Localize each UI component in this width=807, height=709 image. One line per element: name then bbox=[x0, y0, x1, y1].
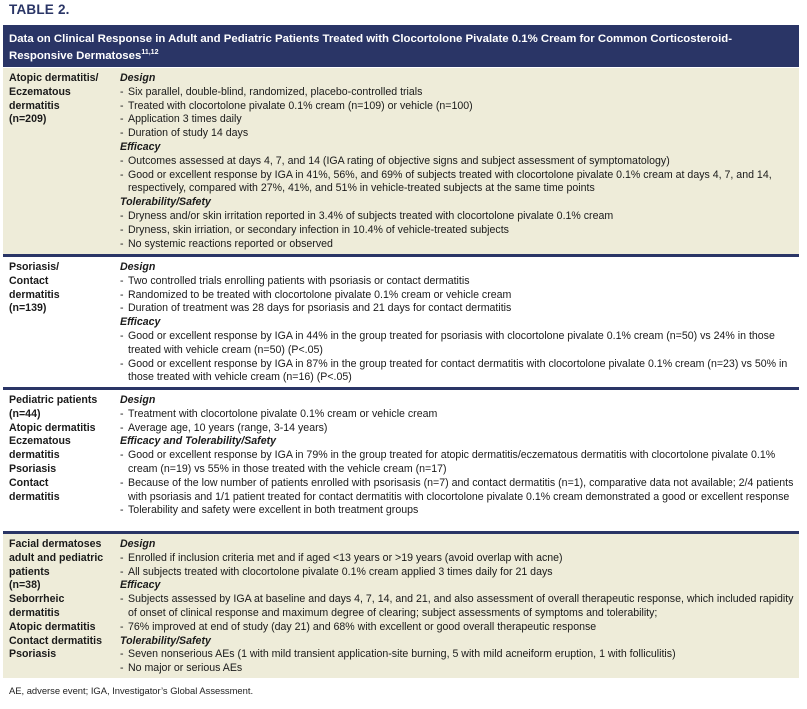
row-label-line: Eczematous bbox=[9, 85, 71, 98]
table-row-atopic bbox=[3, 68, 799, 257]
detail-item: - No systemic reactions reported or observed bbox=[120, 238, 794, 252]
detail-item: - Average age, 10 years (range, 3-14 years) bbox=[120, 422, 794, 436]
row-details bbox=[120, 261, 794, 385]
table-row-facial bbox=[3, 534, 799, 678]
row-label-line: Atopic dermatitis/ bbox=[9, 72, 99, 84]
data-table bbox=[3, 68, 799, 678]
row-label-line: Psoriasis bbox=[9, 648, 57, 661]
detail-item: - Good or excellent response by IGA in 41%, 56%, and 69% of subjects treated with clocortolone pivalate 0.1% cream at days 4, 7, and 14, respectively, compared with 27%, 41%, and 51% in vehicle-treated subjects at the same time points bbox=[120, 169, 794, 197]
detail-item: - Good or excellent response by IGA in 79% in the group treated for atopic dermatitis/eczematous dermatitis with clocortolone pivalate 0.1% cream (n=19) vs 55% in those treated with the vehicle cream (n=17) bbox=[120, 449, 794, 477]
row-details bbox=[120, 394, 794, 518]
row-label-line: Eczematous bbox=[9, 435, 71, 448]
row-label-line: (n=139) bbox=[9, 302, 47, 315]
detail-item: - Subjects assessed by IGA at baseline and days 4, 7, 14, and 21, and also assessment of overall therapeutic response, which included rapidity of onset of clinical response and maximum degree of clearing; subject assessments of symptoms and tolerability; bbox=[120, 593, 794, 621]
table-row-psoriasis bbox=[3, 257, 799, 390]
row-label-line: dermatitis bbox=[9, 288, 60, 301]
section-heading: Design bbox=[120, 261, 156, 273]
row-label-line: adult and pediatric bbox=[9, 551, 104, 564]
detail-item: - 76% improved at end of study (day 21) and 68% with excellent or good overall therapeutic response bbox=[120, 621, 794, 635]
detail-item: - Enrolled if inclusion criteria met and if aged <13 years or >19 years (avoid overlap with acne) bbox=[120, 552, 794, 566]
row-label bbox=[9, 261, 117, 316]
section-heading: Design bbox=[120, 394, 156, 406]
detail-item: - All subjects treated with clocortolone pivalate 0.1% cream applied 3 times daily for 21 days bbox=[120, 566, 794, 580]
detail-item: - Two controlled trials enrolling patients with psoriasis or contact dermatitis bbox=[120, 275, 794, 289]
detail-item: - Randomized to be treated with clocortolone pivalate 0.1% cream or vehicle cream bbox=[120, 289, 794, 303]
detail-item: - Seven nonserious AEs (1 with mild transient application-site burning, 5 with mild acneiform eruption, 1 with folliculitis) bbox=[120, 648, 794, 662]
detail-item: - Good or excellent response by IGA in 44% in the group treated for psoriasis with clocortolone pivalate 0.1% cream (n=50) vs 24% in those treated with vehicle cream (n=50) (P<.05) bbox=[120, 330, 794, 358]
detail-item: - Treated with clocortolone pivalate 0.1% cream (n=109) or vehicle (n=100) bbox=[120, 100, 794, 114]
detail-item: - Treatment with clocortolone pivalate 0.1% cream or vehicle cream bbox=[120, 408, 794, 422]
table-caption bbox=[3, 25, 799, 67]
row-label-line: Psoriasis bbox=[9, 462, 57, 475]
row-label bbox=[9, 538, 117, 662]
caption-text: Data on Clinical Response in Adult and Pediatric Patients Treated with Clocortolone Pivalate 0.1% Cream for Common Corticosteroid-Responsive Dermatoses bbox=[9, 33, 733, 62]
row-label-line: (n=44) bbox=[9, 407, 41, 420]
row-details bbox=[120, 538, 794, 676]
section-heading: Efficacy bbox=[120, 579, 161, 592]
detail-item: - Outcomes assessed at days 4, 7, and 14 (IGA rating of objective signs and subject assessment of symptomatology) bbox=[120, 155, 794, 169]
row-label-line: Pediatric patients bbox=[9, 394, 98, 406]
caption-references: 11,12 bbox=[141, 49, 159, 56]
section-heading: Efficacy bbox=[120, 316, 161, 329]
detail-item: - Duration of study 14 days bbox=[120, 127, 794, 141]
table-row-pediatric bbox=[3, 390, 799, 534]
row-label-line: Contact dermatitis bbox=[9, 634, 103, 647]
row-label-line: dermatitis bbox=[9, 99, 60, 112]
row-details bbox=[120, 72, 794, 251]
section-heading: Efficacy and Tolerability/Safety bbox=[120, 435, 277, 448]
row-label-line: (n=209) bbox=[9, 113, 47, 126]
section-heading: Tolerability/Safety bbox=[120, 196, 211, 209]
row-label-line: dermatitis bbox=[9, 449, 60, 462]
detail-item: - Tolerability and safety were excellent in both treatment groups bbox=[120, 504, 794, 518]
row-label-line: Contact bbox=[9, 274, 49, 287]
detail-item: - Because of the low number of patients enrolled with psorisasis (n=7) and contact dermatitis (n=1), comparative data not available; 2/4 patients with psoriasis and 1/1 patient treated for contact dermatitis with clocortolone pivalate 0.1% cream demonstrated a good or excellent response bbox=[120, 477, 794, 505]
row-label-line: Facial dermatoses bbox=[9, 538, 102, 550]
table-footnote: AE, adverse event; IGA, Investigator’s Global Assessment. bbox=[9, 685, 254, 696]
row-label-line: patients bbox=[9, 565, 50, 578]
section-heading: Design bbox=[120, 72, 156, 84]
detail-item: - Application 3 times daily bbox=[120, 113, 794, 127]
row-label-line: Atopic dermatitis bbox=[9, 421, 96, 434]
row-label-line: Psoriasis/ bbox=[9, 261, 60, 273]
detail-item: - Dryness and/or skin irritation reported in 3.4% of subjects treated with clocortolone pivalate 0.1% cream bbox=[120, 210, 794, 224]
table-label: TABLE 2. bbox=[9, 2, 70, 17]
row-label bbox=[9, 394, 117, 504]
row-label-line: Seborrheic bbox=[9, 593, 65, 606]
row-label bbox=[9, 72, 117, 127]
detail-item: - Duration of treatment was 28 days for psoriasis and 21 days for contact dermatitis bbox=[120, 302, 794, 316]
detail-item: - Dryness, skin irriation, or secondary infection in 10.4% of vehicle-treated subjects bbox=[120, 224, 794, 238]
section-heading: Tolerability/Safety bbox=[120, 634, 211, 647]
row-label-line: dermatitis bbox=[9, 606, 60, 619]
row-label-line: Atopic dermatitis bbox=[9, 620, 96, 633]
section-heading: Efficacy bbox=[120, 140, 161, 153]
row-label-line: Contact bbox=[9, 476, 49, 489]
detail-item: - Good or excellent response by IGA in 87% in the group treated for contact dermatitis with clocortolone pivalate 0.1% cream (n=23) vs 50% in those treated with vehicle cream (n=16) (P<.05) bbox=[120, 358, 794, 386]
detail-item: - Six parallel, double-blind, randomized, placebo-controlled trials bbox=[120, 86, 794, 100]
row-label-line: dermatitis bbox=[9, 490, 60, 503]
row-label-line: (n=38) bbox=[9, 579, 41, 592]
detail-item: - No major or serious AEs bbox=[120, 662, 794, 676]
section-heading: Design bbox=[120, 538, 156, 550]
